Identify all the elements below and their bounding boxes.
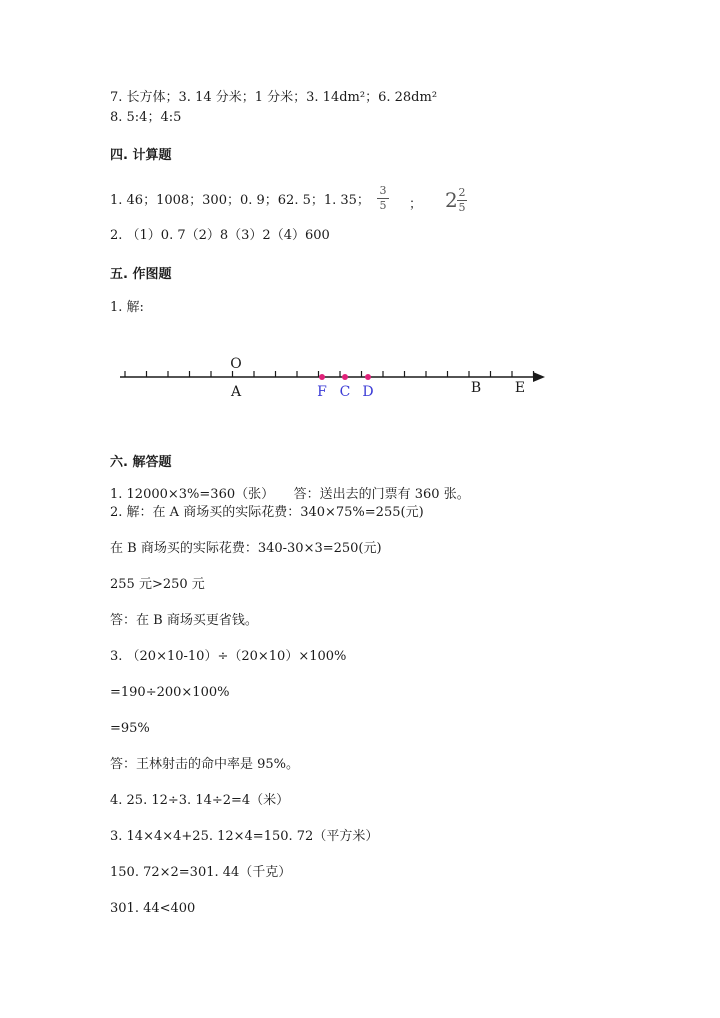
point-label-b: B bbox=[470, 380, 482, 396]
solution-line: 301. 44<400 bbox=[110, 901, 196, 916]
mixed-number-fraction bbox=[457, 187, 467, 214]
fraction-three-fifths bbox=[377, 185, 389, 212]
solution-line: =95% bbox=[110, 721, 150, 736]
answer-line-8: 8. 5:4；4:5 bbox=[110, 110, 182, 125]
fraction-numerator: 2 bbox=[458, 186, 466, 199]
answer-line-7: 7. 长方体；3. 14 分米；1 分米；3. 14dm²；6. 28dm² bbox=[110, 90, 438, 105]
origin-label: O bbox=[230, 356, 242, 372]
mixed-number-whole: 2 bbox=[445, 188, 458, 212]
solution-line: 1. 12000×3%=360（张） 答：送出去的门票有 360 张。 bbox=[110, 487, 470, 502]
number-line-ticks bbox=[125, 371, 534, 377]
section-heading-solutions: 六. 解答题 bbox=[110, 455, 172, 470]
section-heading-drawing: 五. 作图题 bbox=[110, 267, 172, 282]
solution-line: 答：在 B 商场买更省钱。 bbox=[110, 613, 258, 628]
solution-line: 255 元>250 元 bbox=[110, 577, 205, 592]
solution-line: 3. 14×4×4+25. 12×4=150. 72（平方米） bbox=[110, 829, 379, 844]
point-label-c: C bbox=[339, 384, 351, 400]
point-label-f: F bbox=[317, 384, 327, 400]
fraction-denominator: 5 bbox=[458, 201, 466, 214]
calc-answer-line-1: 1. 46；1008；300；0. 9；62. 5；1. 35； bbox=[110, 193, 370, 208]
solution-line: 150. 72×2=301. 44（千克） bbox=[110, 865, 292, 880]
point-d-marker bbox=[365, 374, 371, 380]
point-label-e: E bbox=[514, 380, 526, 396]
separator: ； bbox=[409, 197, 423, 212]
point-f-marker bbox=[319, 374, 325, 380]
section-heading-calculation: 四. 计算题 bbox=[110, 148, 172, 163]
number-line-diagram bbox=[0, 340, 720, 410]
solution-line: 2. 解：在 A 商场买的实际花费：340×75%=255(元) bbox=[110, 505, 424, 520]
fraction-denominator: 5 bbox=[379, 199, 387, 212]
solution-line: 答：王林射击的命中率是 95%。 bbox=[110, 757, 300, 772]
number-line-arrow bbox=[533, 372, 545, 382]
point-c-marker bbox=[342, 374, 348, 380]
solution-line: =190÷200×100% bbox=[110, 685, 230, 700]
calc-answer-line-2: 2. （1）0. 7（2）8（3）2（4）600 bbox=[110, 228, 330, 243]
solution-line: 在 B 商场买的实际花费：340-30×3=250(元) bbox=[110, 541, 382, 556]
point-label-d: D bbox=[362, 384, 374, 400]
solution-line: 4. 25. 12÷3. 14÷2=4（米） bbox=[110, 793, 290, 808]
point-label-a: A bbox=[230, 384, 242, 400]
fraction-numerator: 3 bbox=[379, 184, 387, 197]
drawing-answer-label: 1. 解: bbox=[110, 300, 144, 315]
solution-line: 3. （20×10-10）÷（20×10）×100% bbox=[110, 649, 347, 664]
